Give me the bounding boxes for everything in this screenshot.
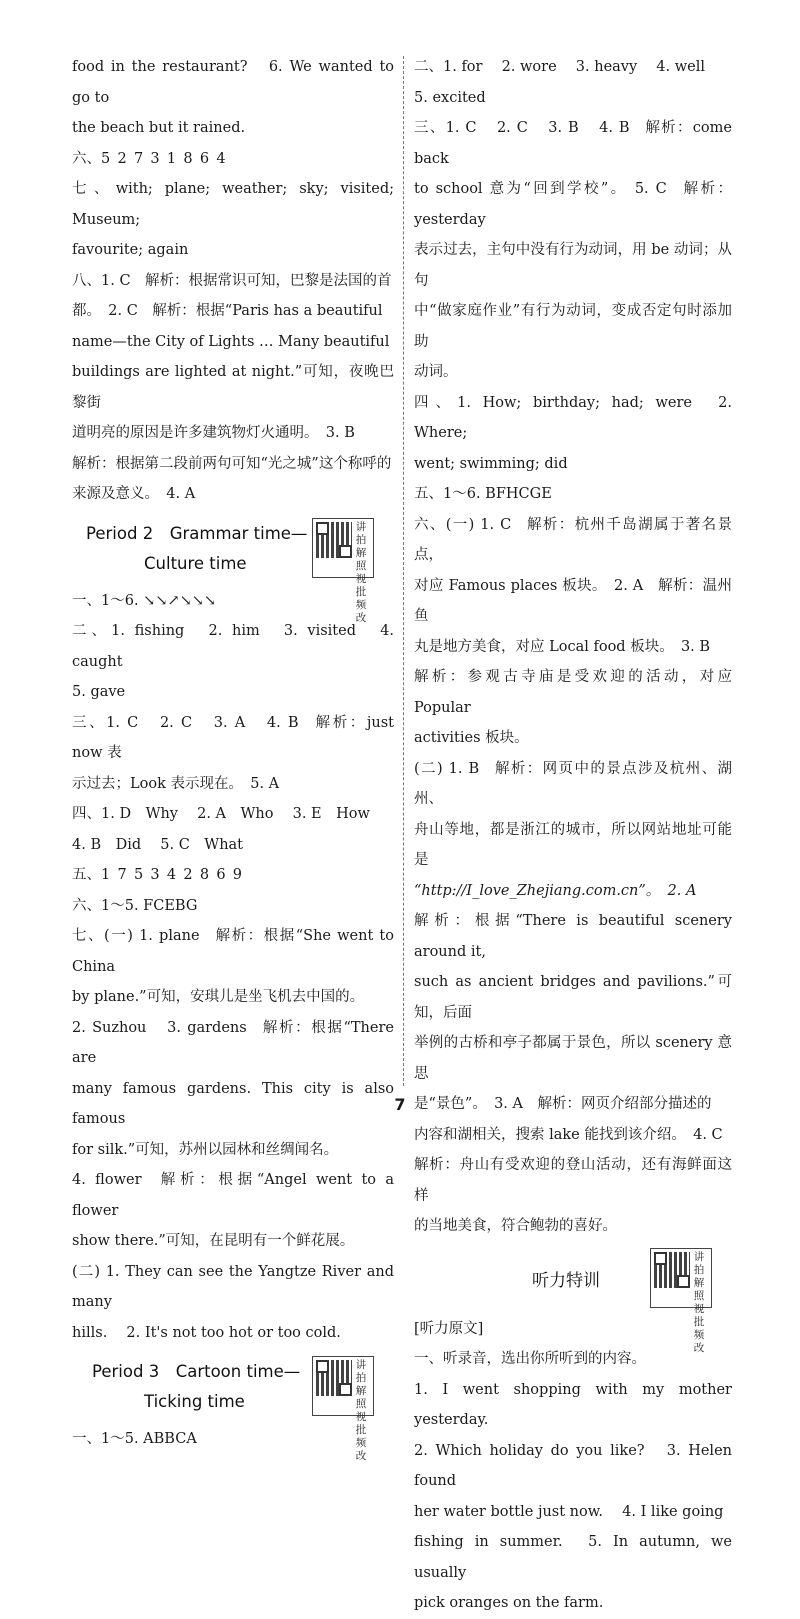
text-line: the beach but it rained.: [72, 120, 246, 136]
text-line: pick oranges on the farm.: [414, 1595, 604, 1611]
text-line: 六、5 2 7 3 1 8 6 4: [72, 150, 226, 167]
text-line: 舟山等地，都是浙江的城市，所以网站地址可能是: [414, 821, 732, 868]
text-line: 二、1. fishing 2. him 3. visited 4. caught: [72, 623, 394, 670]
text-line: 内容和湖相关，搜索 lake 能找到该介绍。 4. C: [414, 1126, 723, 1143]
period-3-title: Period 3 Cartoon time—: [92, 1362, 301, 1381]
text-line: fishing in summer. 5. In autumn, we usually: [414, 1534, 732, 1581]
text-line: 1. I went shopping with my mother yesterday.: [414, 1381, 732, 1428]
text-line: 动词。: [414, 364, 458, 380]
period-2-subtitle: Culture time: [144, 553, 247, 573]
text-line: 都。 2. C 解析：根据“Paris has a beautiful: [72, 303, 383, 319]
text-line: “http://I_love_Zhejiang.com.cn”。 2. A: [414, 882, 697, 899]
text-line: her water bottle just now. 4. I like going: [414, 1503, 724, 1520]
text-line: 五、1 7 5 3 4 2 8 6 9: [72, 867, 243, 883]
text-line: 5. gave: [72, 684, 126, 700]
text-line: name—the City of Lights … Many beautiful: [72, 333, 390, 350]
text-line: such as ancient bridges and pavilions.”可知，后面: [414, 974, 732, 1021]
text-line: 四、1. How; birthday; had; were 2. Where;: [414, 394, 732, 441]
text-line: 表示过去，主句中没有行为动词，用 be 动词；从句: [414, 242, 732, 289]
text-line: 的当地美食，符合鲍勃的喜好。: [414, 1218, 617, 1234]
qr-code-icon: [654, 1252, 690, 1288]
text-line: 2. Suzhou 3. gardens 解析：根据“There are: [72, 1019, 394, 1066]
text-line: favourite; again: [72, 242, 189, 258]
qr-code[interactable]: [312, 518, 374, 624]
text-line: 三、1. C 2. C 3. B 4. B 解析：come back: [414, 120, 732, 167]
right-block-2: [414, 1314, 732, 1619]
text-line: by plane.”可知，安琪儿是坐飞机去中国的。: [72, 989, 365, 1005]
text-line: 4. flower 解析：根据“Angel went to a flower: [72, 1172, 394, 1219]
text-line: went; swimming; did: [414, 455, 568, 472]
qr-label: 讲拍解照视批频改: [693, 1250, 705, 1354]
text-line: (二) 1. They can see the Yangtze River and many: [72, 1263, 394, 1310]
text-line: 2. Which holiday do you like? 3. Helen found: [414, 1442, 732, 1489]
text-line: for silk.”可知，苏州以园林和丝绸闻名。: [72, 1141, 339, 1158]
text-line: 道明亮的原因是许多建筑物灯火通明。 3. B: [72, 425, 355, 441]
text-line: 三、1. C 2. C 3. A 4. B 解析：just now 表: [72, 714, 394, 761]
text-line: (二) 1. B 解析：网页中的景点涉及杭州、湖州、: [414, 760, 732, 807]
qr-label: 讲拍解照视批频改: [355, 520, 367, 624]
text-line: 4. B Did 5. C What: [72, 836, 244, 853]
text-line: food in the restaurant? 6. We wanted to go to: [72, 59, 394, 106]
period-3-subtitle: Ticking time: [144, 1392, 245, 1411]
left-block-3: [72, 1424, 394, 1455]
text-line: 七、with; plane; weather; sky; visited; Museum;: [72, 181, 394, 228]
text-line: show there.”可知，在昆明有一个鲜花展。: [72, 1233, 355, 1249]
text-line: 来源及意义。 4. A: [72, 486, 196, 502]
text-line: buildings are lighted at night.”可知，夜晚巴黎街: [72, 364, 394, 411]
right-column: [414, 52, 732, 1619]
text-line: 丸是地方美食，对应 Local food 板块。 3. B: [414, 638, 711, 655]
period-2-title: Period 2 Grammar time—: [86, 523, 308, 543]
left-block-2: [72, 586, 394, 1349]
text-line: to school 意为“回到学校”。 5. C 解析：yesterday: [414, 181, 732, 228]
text-line: 六、(一) 1. C 解析：杭州千岛湖属于著名景点，: [414, 516, 732, 563]
text-line: 是“景色”。 3. A 解析：网页介绍部分描述的: [414, 1096, 712, 1112]
text-line: 解析：参观古寺庙是受欢迎的活动，对应 Popular: [414, 669, 732, 716]
text-line: 中“做家庭作业”有行为动词，变成否定句时添加助: [414, 303, 732, 350]
text-line: 5. excited: [414, 89, 486, 106]
text-line: 二、1. for 2. wore 3. heavy 4. well: [414, 59, 705, 75]
text-line: 对应 Famous places 板块。 2. A 解析：温州鱼: [414, 577, 732, 624]
column-divider: [403, 56, 404, 1086]
left-block-1: [72, 52, 394, 510]
text-line: 一、听录音，选出你所听到的内容。: [414, 1351, 646, 1367]
left-column: [72, 52, 394, 1462]
qr-code-icon: [316, 522, 352, 558]
text-line: 五、1～6. BFHCGE: [414, 486, 552, 502]
text-line: hills. 2. It's not too hot or too cold.: [72, 1324, 341, 1341]
right-block-1: [414, 52, 732, 1242]
qr-code[interactable]: [312, 1356, 374, 1462]
text-line: 解析：根据“There is beautiful scenery around it,: [414, 913, 732, 960]
qr-label: 讲拍解照视批频改: [355, 1359, 367, 1462]
qr-code[interactable]: [650, 1248, 712, 1354]
text-line: 示过去；Look 表示现在。 5. A: [72, 775, 280, 792]
text-line: 六、1～5. FCEBG: [72, 897, 198, 914]
text-line: 解析：根据第二段前两句可知“光之城”这个称呼的: [72, 455, 392, 472]
listening-title: 听力特训: [532, 1270, 600, 1291]
text-line: activities 板块。: [414, 730, 529, 746]
text-line: 一、1～6. ↘↘↗↘↘↘: [72, 592, 217, 609]
text-line: many famous gardens. This city is also famous: [72, 1080, 394, 1127]
page-number: 7: [394, 1095, 406, 1114]
text-line: 举例的古桥和亭子都属于景色，所以 scenery 意思: [414, 1035, 732, 1082]
qr-code-icon: [316, 1360, 352, 1396]
text-line: [听力原文]: [414, 1320, 484, 1337]
text-line: 八、1. C 解析：根据常识可知，巴黎是法国的首: [72, 272, 392, 289]
text-line: 七、(一) 1. plane 解析：根据“She went to China: [72, 928, 394, 975]
text-line: 四、1. D Why 2. A Who 3. E How: [72, 806, 370, 822]
text-line: 一、1～5. ABBCA: [72, 1431, 197, 1447]
text-line: 解析：舟山有受欢迎的登山活动，还有海鲜面这样: [414, 1157, 732, 1204]
